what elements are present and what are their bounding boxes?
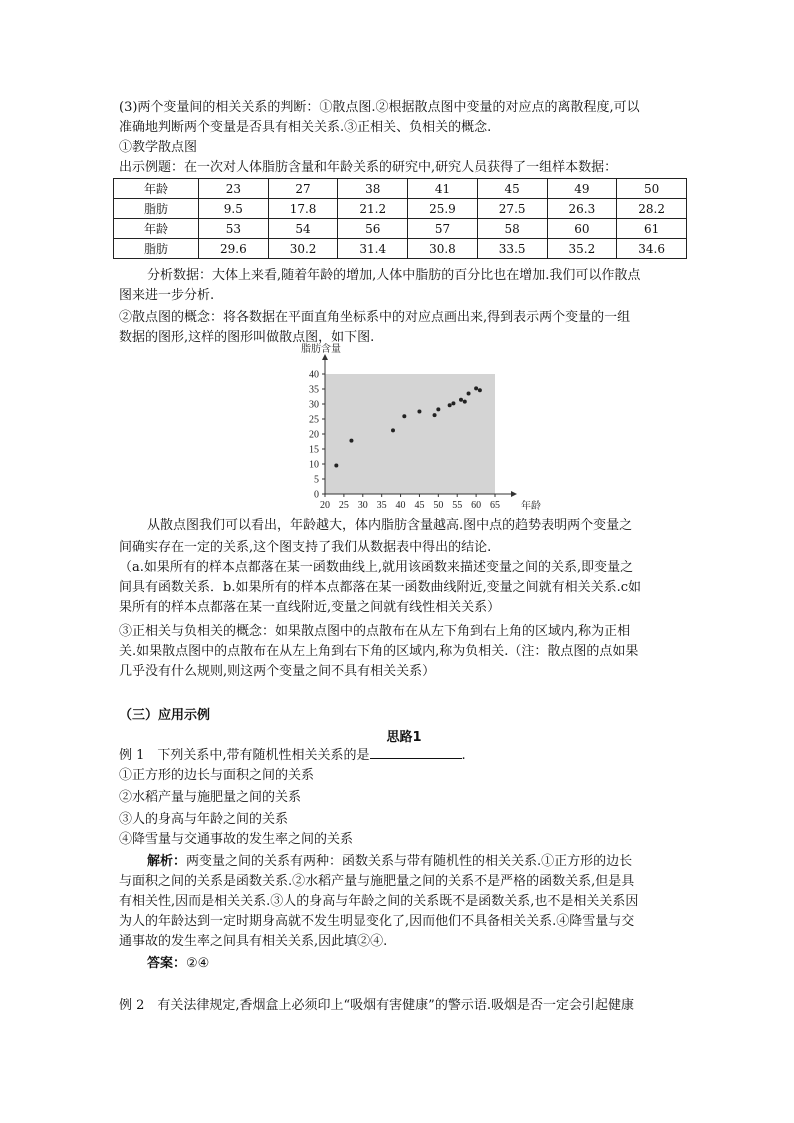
table-cell: 58 [477, 219, 547, 239]
table-cell: 50 [617, 179, 687, 199]
correlation-line-3: 几乎没有什么规则,则这两个变量之间不具有相关关系） [119, 664, 436, 679]
analysis-label: 解析： [147, 854, 187, 869]
data-point [474, 386, 478, 390]
row-label: 脂肪 [114, 199, 199, 219]
answer-label: 答案： [147, 956, 187, 971]
sample-data-table [113, 178, 687, 259]
analysis-paragraph-line-2: 与面积之间的关系是函数关系.②水稻产量与施肥量之间的关系不是严格的函数关系,但是具 [119, 874, 635, 889]
note-line-3: 果所有的样本点都落在某一直线附近,变量之间就有线性相关关系） [119, 600, 501, 615]
table-cell: 54 [268, 219, 338, 239]
option-2: ②水稻产量与施肥量之间的关系 [119, 790, 302, 805]
y-tick-label: 20 [309, 429, 319, 441]
table-cell: 41 [408, 179, 478, 199]
analysis-paragraph-line-3: 有相关性,因而是相关关系.③人的身高与年龄之间的关系既不是函数关系,也不是相关关系因 [119, 894, 639, 909]
table-cell: 38 [338, 179, 408, 199]
table-cell: 33.5 [477, 239, 547, 259]
data-point [334, 464, 338, 468]
analysis-text-1: 两变量之间的关系有两种：函数关系与带有随机性的相关关系.①正方形的边长 [186, 854, 633, 869]
x-tick-label: 40 [395, 500, 406, 511]
data-point [478, 388, 482, 392]
table-cell: 29.6 [199, 239, 269, 259]
example-1-question-end: . [461, 748, 466, 763]
row-label: 脂肪 [114, 239, 199, 259]
table-cell: 30.2 [268, 239, 338, 259]
y-tick-label: 35 [309, 384, 319, 396]
table-cell: 26.3 [547, 199, 617, 219]
x-tick-label: 45 [414, 500, 425, 511]
table-cell: 45 [477, 179, 547, 199]
table-cell: 21.2 [338, 199, 408, 219]
table-cell: 35.2 [547, 239, 617, 259]
item-teaching-scatter: ①教学散点图 [119, 140, 198, 155]
scatter-concept-line-1: ②散点图的概念：将各数据在平面直角坐标系中的对应点画出来,得到表示两个变量的一组 [119, 310, 631, 325]
section-subtitle: 思路1 [386, 730, 422, 745]
row-label: 年龄 [114, 179, 199, 199]
x-tick-label: 65 [490, 500, 500, 511]
section-heading: （三）应用示例 [119, 708, 211, 723]
x-tick-label: 50 [433, 500, 444, 511]
y-tick-label: 5 [314, 474, 319, 486]
table-cell: 31.4 [338, 239, 408, 259]
conclusion-line-1: 从散点图我们可以看出，年龄越大，体内脂肪含量越高.图中点的趋势表明两个变量之 [147, 518, 633, 533]
conclusion-line-2: 间确实存在一定的关系,这个图支持了我们从数据表中得出的结论. [119, 540, 492, 555]
table-row [114, 199, 687, 219]
table-cell: 17.8 [268, 199, 338, 219]
analysis-paragraph-line-4: 为人的年龄达到一定时期身高就不发生明显变化了,因而他们不具备相关关系.④降雪量与交 [119, 914, 635, 929]
table-row [114, 179, 687, 199]
example-intro: 出示例题：在一次对人体脂肪含量和年龄关系的研究中,研究人员获得了一组样本数据： [119, 160, 618, 175]
table-cell: 53 [199, 219, 269, 239]
table-cell: 28.2 [617, 199, 687, 219]
option-3: ③人的身高与年龄之间的关系 [119, 812, 289, 827]
data-point [391, 428, 395, 432]
table-cell: 9.5 [199, 199, 269, 219]
analysis-paragraph-line-1 [119, 852, 689, 872]
option-1: ①正方形的边长与面积之间的关系 [119, 768, 315, 783]
table-row [114, 239, 687, 259]
data-point [448, 403, 452, 407]
data-point [459, 398, 463, 402]
scatter-concept-line-2: 数据的图形,这样的图形叫做散点图，如下图. [119, 330, 375, 345]
x-tick-label: 20 [320, 500, 330, 511]
intro-line-2: 准确地判断两个变量是否具有相关关系.③正相关、负相关的概念. [119, 120, 492, 135]
correlation-line-2: 关.如果散点图中的点散布在从左上角到右下角的区域内,称为负相关.（注：散点图的点如果 [119, 644, 639, 659]
y-tick-label: 30 [309, 399, 319, 411]
table-row [114, 219, 687, 239]
table-cell: 56 [338, 219, 408, 239]
answer-value: ②④ [186, 956, 210, 971]
row-label: 年龄 [114, 219, 199, 239]
x-axis-label: 年龄 [521, 501, 541, 512]
table-cell: 25.9 [408, 199, 478, 219]
table-cell: 30.8 [408, 239, 478, 259]
table-cell: 34.6 [617, 239, 687, 259]
table-cell: 27.5 [477, 199, 547, 219]
analysis-paragraph-line-5: 通事故的发生率之间具有相关关系,因此填②④. [119, 934, 388, 949]
data-point [349, 439, 353, 443]
note-line-1: （a.如果所有的样本点都落在某一函数曲线上,就用该函数来描述变量之间的关系,即变量之 [119, 560, 634, 575]
data-point [433, 413, 437, 417]
option-4: ④降雪量与交通事故的发生率之间的关系 [119, 832, 354, 847]
example-1-question-text: 例 1 下列关系中,带有随机性相关关系的是 [119, 748, 370, 763]
table-cell: 23 [199, 179, 269, 199]
x-tick-label: 55 [452, 500, 463, 511]
x-tick-label: 35 [376, 500, 387, 511]
x-axis-arrow [511, 491, 517, 497]
analysis-line-1: 分析数据：大体上来看,随着年龄的增加,人体中脂肪的百分比也在增加.我们可以作散点 [147, 268, 641, 283]
y-tick-label: 40 [309, 369, 319, 381]
y-tick-label: 15 [309, 444, 319, 456]
table-cell: 49 [547, 179, 617, 199]
table-cell: 61 [617, 219, 687, 239]
x-tick-label: 60 [471, 500, 482, 511]
correlation-line-1: ③正相关与负相关的概念：如果散点图中的点散布在从左下角到右上角的区域内,称为正相 [119, 624, 631, 639]
x-tick-label: 30 [357, 500, 368, 511]
intro-line-1: (3)两个变量间的相关关系的判断：①散点图.②根据散点图中变量的对应点的离散程度,可以 [119, 100, 640, 115]
data-point [463, 400, 467, 404]
answer-line [119, 954, 689, 974]
scatter-plot [270, 344, 541, 514]
analysis-line-2: 图来进一步分析. [119, 288, 215, 303]
table-cell: 57 [408, 219, 478, 239]
data-point [467, 392, 471, 396]
y-tick-label: 10 [309, 459, 319, 471]
data-point [436, 407, 440, 411]
data-point [451, 401, 455, 405]
data-point [417, 410, 421, 414]
answer-blank [370, 746, 462, 759]
y-tick-label: 25 [309, 414, 319, 426]
note-line-2: 间具有函数关系．b.如果所有的样本点都落在某一函数曲线附近,变量之间就有相关关系.c如 [119, 580, 642, 595]
y-axis-label: 脂肪含量 [301, 344, 341, 355]
table-cell: 27 [268, 179, 338, 199]
table-cell: 60 [547, 219, 617, 239]
y-tick-label: 0 [314, 489, 319, 501]
data-point [402, 414, 406, 418]
example-1-question [119, 746, 689, 766]
x-tick-label: 25 [338, 500, 349, 511]
example-2-line-1: 例 2 有关法律规定,香烟盒上必须印上“吸烟有害健康”的警示语.吸烟是否一定会引起健康 [119, 998, 634, 1013]
